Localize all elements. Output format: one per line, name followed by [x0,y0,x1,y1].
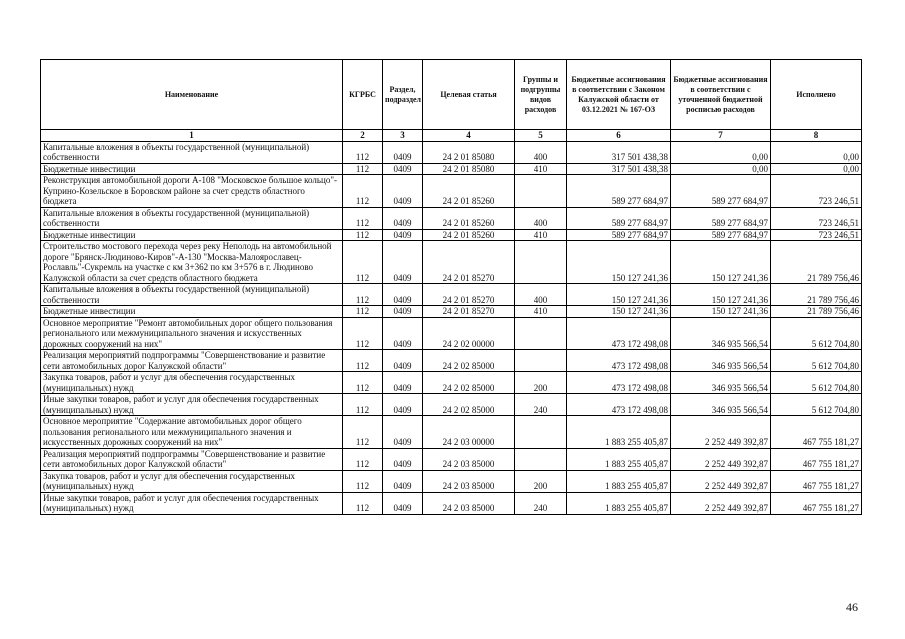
target-article-cell: 24 2 03 00000 [423,416,515,449]
col-number: 2 [343,130,383,142]
row-name-cell: Реализация мероприятий подпрограммы "Совершенствование и развитие сети автомобильных дорог Калужской области" [41,448,343,470]
col-header-section: Раздел, подраздел [383,60,423,130]
kgrbs-cell: 112 [343,394,383,416]
kgrbs-cell: 112 [343,317,383,350]
budget-law-cell: 1 883 255 405,87 [567,470,671,492]
budget-revised-cell: 2 252 449 392,87 [671,416,771,449]
budget-law-cell: 589 277 684,97 [567,229,671,241]
budget-revised-cell: 2 252 449 392,87 [671,470,771,492]
budget-law-cell: 150 127 241,36 [567,284,671,306]
page-number: 46 [846,600,858,614]
header-row [41,60,862,130]
target-article-cell: 24 2 01 85270 [423,284,515,306]
budget-revised-cell: 2 252 449 392,87 [671,448,771,470]
expense-group-cell: 410 [515,229,567,241]
budget-revised-cell: 346 935 566,54 [671,372,771,394]
kgrbs-cell: 112 [343,207,383,229]
budget-law-cell: 473 172 498,08 [567,350,671,372]
kgrbs-cell: 112 [343,470,383,492]
expense-group-cell [515,241,567,284]
target-article-cell: 24 2 01 85080 [423,141,515,163]
budget-revised-cell: 150 127 241,36 [671,284,771,306]
expense-group-cell: 240 [515,492,567,514]
table-row [41,284,862,306]
target-article-cell: 24 2 01 85080 [423,163,515,175]
section-cell: 0409 [383,317,423,350]
table-row [41,241,862,284]
table-row [41,141,862,163]
row-name-cell: Основное мероприятие "Содержание автомобильных дорог общего пользования регионального или межмуниципального значения и искусственных дорожных сооружений на них" [41,416,343,449]
target-article-cell: 24 2 02 00000 [423,317,515,350]
kgrbs-cell: 112 [343,372,383,394]
budget-law-cell: 150 127 241,36 [567,306,671,318]
expense-group-cell [515,317,567,350]
budget-revised-cell: 150 127 241,36 [671,241,771,284]
target-article-cell: 24 2 03 85000 [423,448,515,470]
target-article-cell: 24 2 02 85000 [423,350,515,372]
row-name-cell: Иные закупки товаров, работ и услуг для обеспечения государственных (муниципальных) нужд [41,394,343,416]
row-name-cell: Капитальные вложения в объекты государственной (муниципальной) собственности [41,207,343,229]
expense-group-cell: 200 [515,470,567,492]
executed-cell: 467 755 181,27 [771,448,862,470]
target-article-cell: 24 2 01 85270 [423,306,515,318]
target-article-cell: 24 2 01 85260 [423,229,515,241]
expense-group-cell: 410 [515,163,567,175]
table-row [41,416,862,449]
section-cell: 0409 [383,306,423,318]
kgrbs-cell: 112 [343,229,383,241]
section-cell: 0409 [383,175,423,208]
table-row [41,350,862,372]
row-name-cell: Бюджетные инвестиции [41,163,343,175]
executed-cell: 5 612 704,80 [771,372,862,394]
column-number-row [41,130,862,142]
executed-cell: 723 246,51 [771,175,862,208]
executed-cell: 467 755 181,27 [771,470,862,492]
expense-group-cell: 410 [515,306,567,318]
expense-group-cell: 400 [515,141,567,163]
budget-table [40,59,862,515]
budget-revised-cell: 589 277 684,97 [671,207,771,229]
kgrbs-cell: 112 [343,306,383,318]
executed-cell: 467 755 181,27 [771,416,862,449]
budget-revised-cell: 346 935 566,54 [671,317,771,350]
row-name-cell: Реализация мероприятий подпрограммы "Совершенствование и развитие сети автомобильных дорог Калужской области" [41,350,343,372]
section-cell: 0409 [383,284,423,306]
section-cell: 0409 [383,350,423,372]
row-name-cell: Реконструкция автомобильной дороги А-108 "Московское большое кольцо"-Куприно-Козельское в Боровском районе за счет средств областного бюджета [41,175,343,208]
section-cell: 0409 [383,141,423,163]
col-number: 5 [515,130,567,142]
budget-law-cell: 1 883 255 405,87 [567,492,671,514]
budget-law-cell: 589 277 684,97 [567,207,671,229]
budget-law-cell: 1 883 255 405,87 [567,448,671,470]
expense-group-cell: 200 [515,372,567,394]
section-cell: 0409 [383,241,423,284]
row-name-cell: Капитальные вложения в объекты государственной (муниципальной) собственности [41,284,343,306]
section-cell: 0409 [383,448,423,470]
section-cell: 0409 [383,492,423,514]
col-header-name: Наименование [41,60,343,130]
budget-revised-cell: 346 935 566,54 [671,350,771,372]
expense-group-cell: 400 [515,207,567,229]
expense-group-cell: 400 [515,284,567,306]
target-article-cell: 24 2 03 85000 [423,470,515,492]
table-row [41,229,862,241]
section-cell: 0409 [383,163,423,175]
executed-cell: 723 246,51 [771,229,862,241]
target-article-cell: 24 2 02 85000 [423,372,515,394]
target-article-cell: 24 2 01 85260 [423,207,515,229]
executed-cell: 5 612 704,80 [771,317,862,350]
col-header-target: Целевая статья [423,60,515,130]
budget-law-cell: 589 277 684,97 [567,175,671,208]
kgrbs-cell: 112 [343,492,383,514]
budget-revised-cell: 0,00 [671,141,771,163]
budget-revised-cell: 2 252 449 392,87 [671,492,771,514]
expense-group-cell [515,416,567,449]
kgrbs-cell: 112 [343,448,383,470]
executed-cell: 5 612 704,80 [771,394,862,416]
executed-cell: 467 755 181,27 [771,492,862,514]
col-number: 8 [771,130,862,142]
kgrbs-cell: 112 [343,163,383,175]
budget-law-cell: 317 501 438,38 [567,141,671,163]
expense-group-cell [515,175,567,208]
table-row [41,175,862,208]
table-row [41,163,862,175]
kgrbs-cell: 112 [343,241,383,284]
budget-law-cell: 473 172 498,08 [567,372,671,394]
row-name-cell: Бюджетные инвестиции [41,306,343,318]
executed-cell: 5 612 704,80 [771,350,862,372]
section-cell: 0409 [383,229,423,241]
row-name-cell: Закупка товаров, работ и услуг для обеспечения государственных (муниципальных) нужд [41,470,343,492]
row-name-cell: Иные закупки товаров, работ и услуг для обеспечения государственных (муниципальных) нужд [41,492,343,514]
col-header-budget-law: Бюджетные ассигнования в соответствии с Законом Калужской области от 03.12.2021 № 167-ОЗ [567,60,671,130]
section-cell: 0409 [383,207,423,229]
executed-cell: 21 789 756,46 [771,241,862,284]
section-cell: 0409 [383,416,423,449]
expense-group-cell: 240 [515,394,567,416]
table-row [41,394,862,416]
kgrbs-cell: 112 [343,350,383,372]
expense-group-cell [515,350,567,372]
executed-cell: 723 246,51 [771,207,862,229]
kgrbs-cell: 112 [343,284,383,306]
row-name-cell: Закупка товаров, работ и услуг для обеспечения государственных (муниципальных) нужд [41,372,343,394]
col-header-expense-group: Группы и подгруппы видов расходов [515,60,567,130]
target-article-cell: 24 2 03 85000 [423,492,515,514]
budget-revised-cell: 589 277 684,97 [671,175,771,208]
executed-cell: 0,00 [771,141,862,163]
row-name-cell: Бюджетные инвестиции [41,229,343,241]
budget-law-cell: 150 127 241,36 [567,241,671,284]
budget-law-cell: 473 172 498,08 [567,394,671,416]
table-row [41,306,862,318]
col-number: 3 [383,130,423,142]
table-body [41,141,862,514]
kgrbs-cell: 112 [343,416,383,449]
col-number: 4 [423,130,515,142]
row-name-cell: Капитальные вложения в объекты государственной (муниципальной) собственности [41,141,343,163]
budget-law-cell: 317 501 438,38 [567,163,671,175]
executed-cell: 0,00 [771,163,862,175]
col-header-budget-revised: Бюджетные ассигнования в соответствии с уточненной бюджетной росписью расходов [671,60,771,130]
row-name-cell: Строительство мостового перехода через реку Неполодь на автомобильной дороге "Брянск-Людиново-Киров"-А-130 "Москва-Малоярославец-Рославль"-Сукремль на участке с км 3+362 по км 3+576 в г. Людиново Калужской области за счет средств областного бюджета [41,241,343,284]
section-cell: 0409 [383,372,423,394]
table-row [41,207,862,229]
table-row [41,492,862,514]
section-cell: 0409 [383,394,423,416]
budget-revised-cell: 346 935 566,54 [671,394,771,416]
kgrbs-cell: 112 [343,141,383,163]
table-row [41,317,862,350]
expense-group-cell [515,448,567,470]
kgrbs-cell: 112 [343,175,383,208]
col-header-kgrbs: КГРБС [343,60,383,130]
table-row [41,448,862,470]
budget-law-cell: 1 883 255 405,87 [567,416,671,449]
target-article-cell: 24 2 02 85000 [423,394,515,416]
col-number: 6 [567,130,671,142]
col-number: 1 [41,130,343,142]
budget-law-cell: 473 172 498,08 [567,317,671,350]
target-article-cell: 24 2 01 85260 [423,175,515,208]
table-row [41,372,862,394]
budget-revised-cell: 0,00 [671,163,771,175]
section-cell: 0409 [383,470,423,492]
row-name-cell: Основное мероприятие "Ремонт автомобильных дорог общего пользования регионального или межмуниципального значения и искусственных дорожных сооружений на них" [41,317,343,350]
col-number: 7 [671,130,771,142]
executed-cell: 21 789 756,46 [771,306,862,318]
target-article-cell: 24 2 01 85270 [423,241,515,284]
budget-revised-cell: 589 277 684,97 [671,229,771,241]
executed-cell: 21 789 756,46 [771,284,862,306]
budget-revised-cell: 150 127 241,36 [671,306,771,318]
col-header-executed: Исполнено [771,60,862,130]
table-row [41,470,862,492]
